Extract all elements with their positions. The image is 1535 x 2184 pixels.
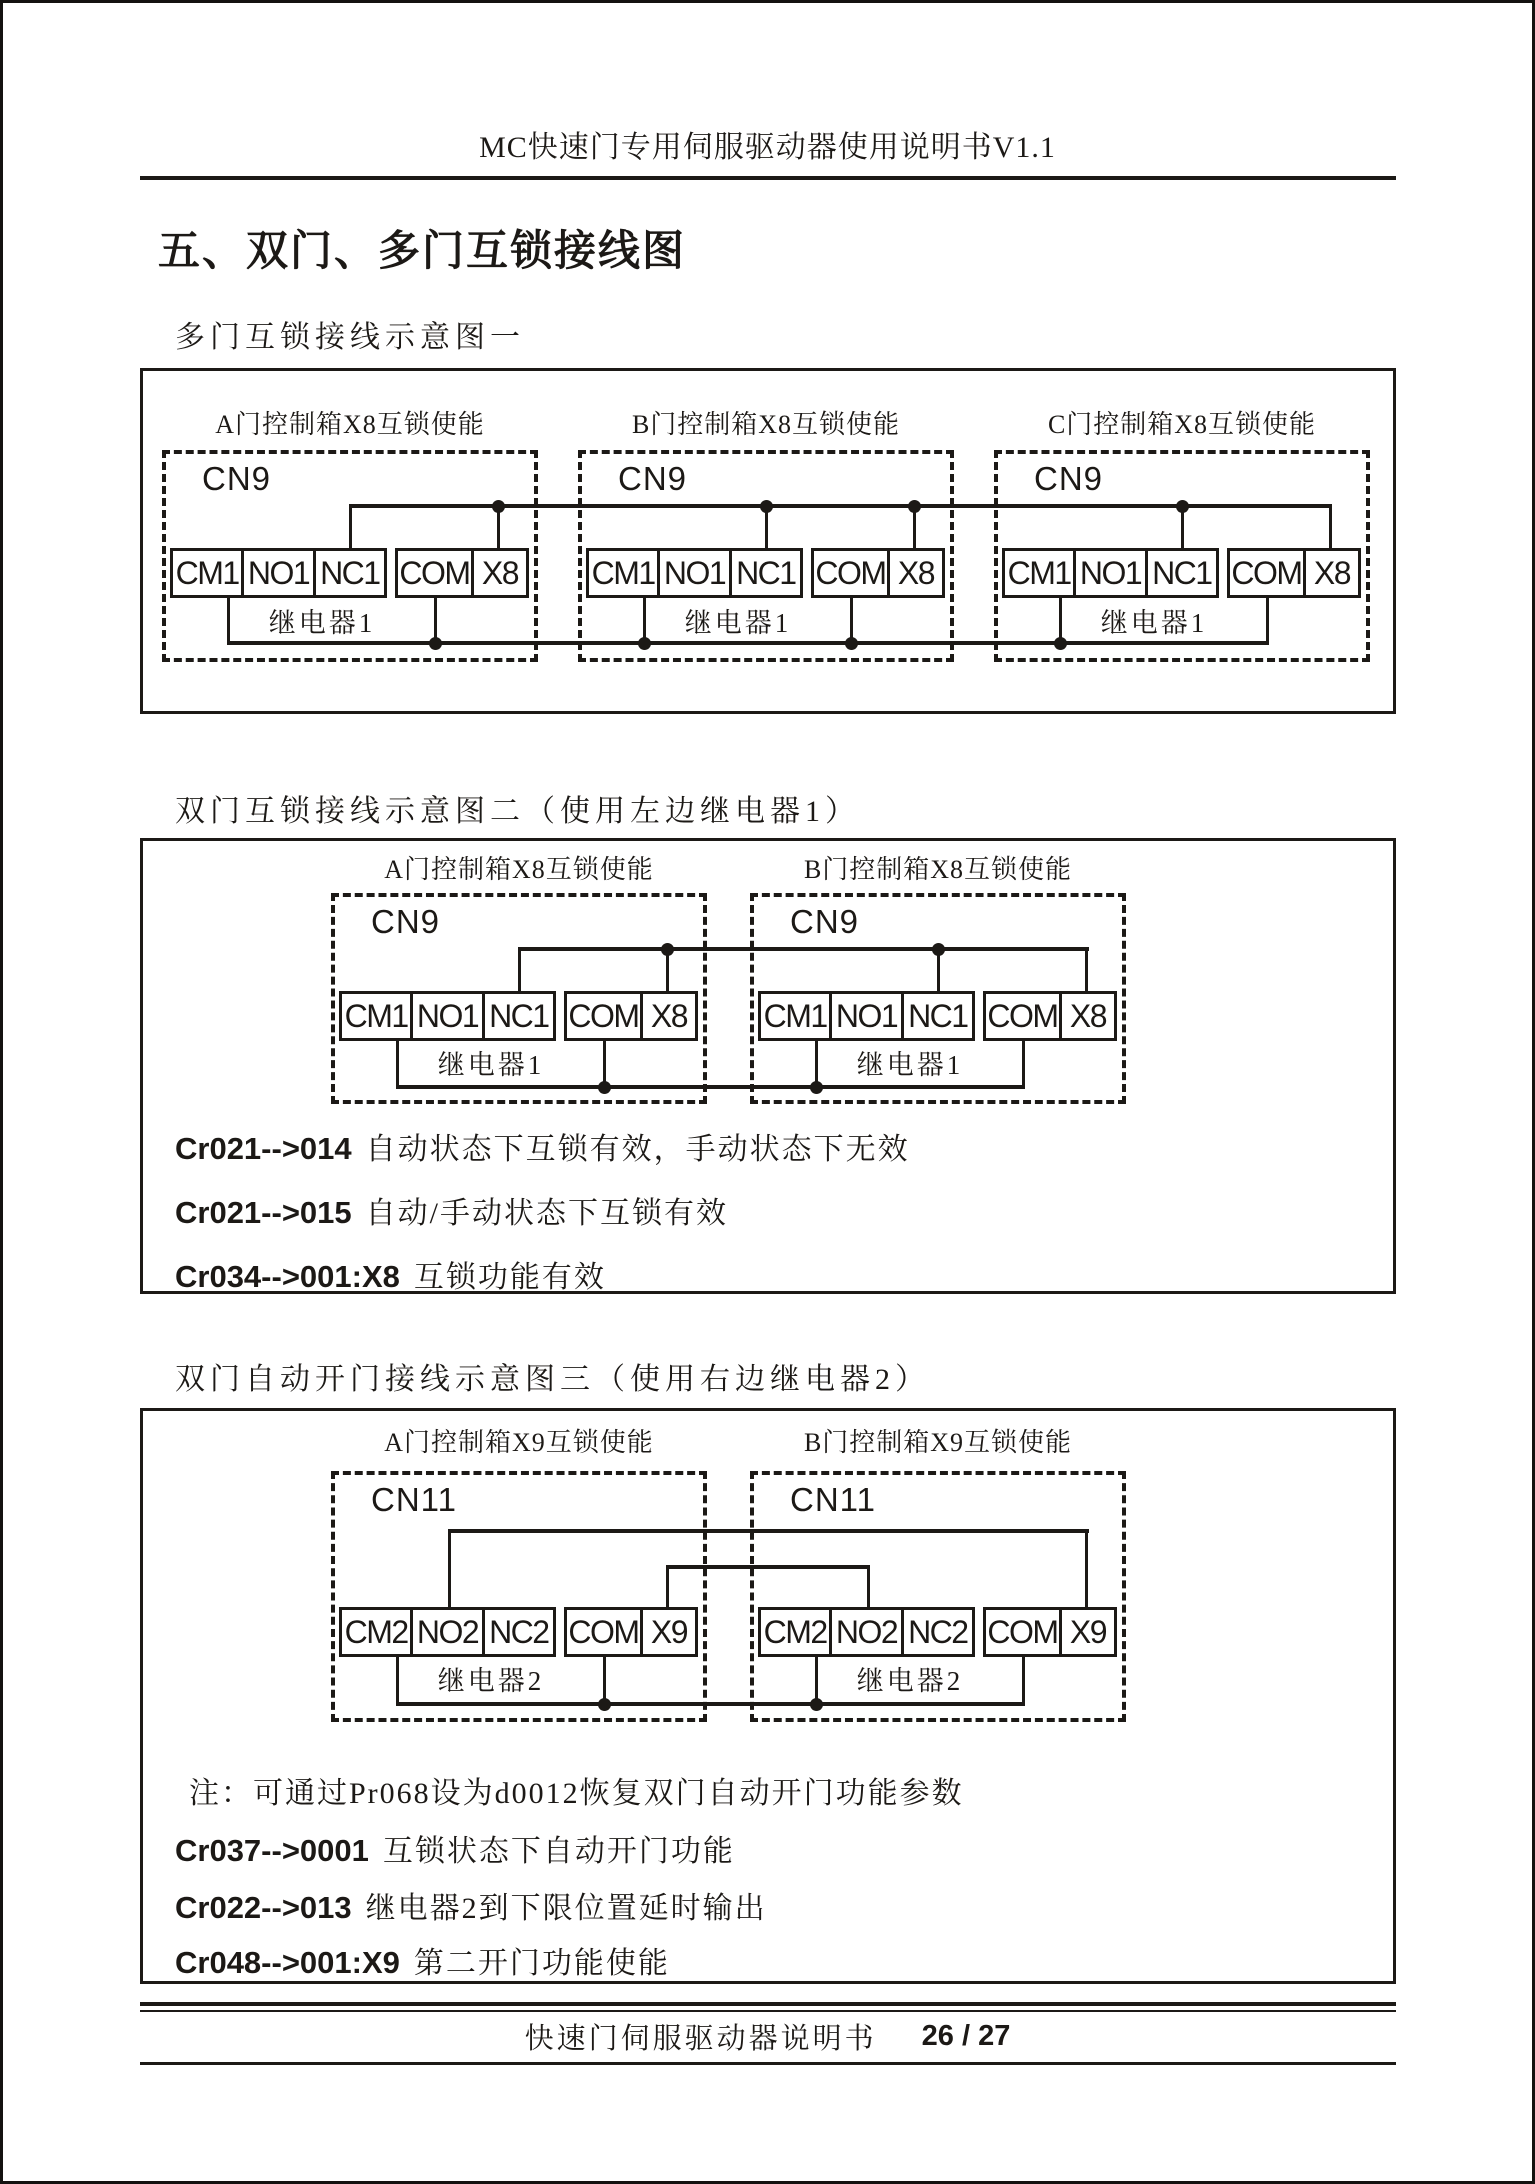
junction-dot [908, 500, 921, 513]
terminal-cell: NO2 [413, 1610, 484, 1654]
terminal-cell: COM [986, 1610, 1062, 1654]
terminal-cell: NO1 [660, 551, 731, 595]
terminal-cell: NC1 [320, 554, 380, 591]
wire-drop [1329, 504, 1332, 550]
terminal-cell: X8 [1069, 997, 1107, 1034]
document-title: MC快速门专用伺服驱动器使用说明书V1.1 [479, 131, 1056, 164]
footer-rule-thin [140, 2010, 1396, 2012]
junction-dot [1176, 500, 1189, 513]
terminal-strip-relay-c [1002, 548, 1219, 598]
parameter-note [175, 1938, 670, 1982]
footer-page-number: 26 / 27 [921, 2019, 1011, 2052]
terminal-cell: CM1 [761, 994, 832, 1038]
parameter-note [175, 1768, 964, 1812]
connector-label-cn9-a: CN9 [202, 460, 272, 497]
terminal-strip-relay-b [758, 1607, 975, 1657]
unit-b-label: B门控制箱X9互锁使能 [803, 1428, 1073, 1457]
wire-drop [1085, 1529, 1088, 1609]
junction-dot [760, 500, 773, 513]
junction-dot [932, 943, 945, 956]
terminal-strip-input-b [983, 991, 1117, 1041]
terminal-strip-input-a [395, 548, 529, 598]
footer-rule-top [140, 2002, 1396, 2006]
terminal-strip-input-b [983, 1607, 1117, 1657]
footer-row [0, 2016, 1535, 2056]
wire-bottom-bus [227, 641, 1268, 645]
diagram2-caption: 双门互锁接线示意图二（使用左边继电器1） [175, 795, 860, 828]
terminal-cell: NO1 [832, 994, 903, 1038]
junction-dot [598, 1698, 611, 1711]
connector-label-cn9-c: CN9 [1034, 460, 1104, 497]
terminal-cell: NO2 [832, 1610, 903, 1654]
parameter-code: Cr034-->001:X8 [175, 1259, 400, 1294]
terminal-strip-relay-b [586, 548, 803, 598]
parameter-desc: 第二开门功能使能 [413, 1947, 670, 1980]
wire-cross-lower [667, 1565, 870, 1569]
relay-label-a: 继电器1 [437, 1050, 545, 1080]
wire-cross-upper [449, 1529, 1089, 1533]
terminal-strip-relay-a [339, 991, 556, 1041]
terminal-cell: X9 [1069, 1613, 1107, 1650]
relay-label-a: 继电器1 [268, 608, 376, 638]
wire-drop [349, 504, 352, 550]
connector-label-cn11-a: CN11 [371, 1481, 457, 1518]
wire-drop [518, 947, 521, 993]
terminal-cell: NO1 [1076, 551, 1147, 595]
terminal-cell: COM [567, 1610, 643, 1654]
unit-a-label: A门控制箱X9互锁使能 [384, 1428, 654, 1457]
parameter-desc: 注：可通过Pr068设为d0012恢复双门自动开门功能参数 [189, 1777, 964, 1810]
wire-drop [603, 1654, 606, 1704]
parameter-note [175, 1124, 910, 1168]
wire-drop [227, 595, 230, 645]
terminal-cell: X8 [897, 554, 935, 591]
terminal-cell: NC1 [489, 997, 549, 1034]
unit-c-label: C门控制箱X8互锁使能 [1047, 410, 1317, 439]
connector-label-cn11-b: CN11 [790, 1481, 876, 1518]
parameter-note [175, 1883, 767, 1927]
terminal-cell: CM1 [1005, 551, 1076, 595]
terminal-cell: COM [567, 994, 643, 1038]
parameter-code: Cr037-->0001 [175, 1833, 369, 1868]
parameter-note [175, 1188, 728, 1232]
unit-a-label: A门控制箱X8互锁使能 [384, 855, 654, 884]
unit-b-label: B门控制箱X8互锁使能 [631, 410, 901, 439]
terminal-cell: NC2 [489, 1613, 549, 1650]
parameter-code: Cr048-->001:X9 [175, 1945, 400, 1980]
wire-top-bus [519, 947, 1089, 951]
wire-drop [1085, 947, 1088, 993]
wire-drop [815, 1654, 818, 1704]
terminal-cell: NC2 [908, 1613, 968, 1650]
parameter-desc: 互锁状态下自动开门功能 [382, 1835, 735, 1868]
junction-dot [810, 1698, 823, 1711]
parameter-code: Cr021-->014 [175, 1131, 352, 1166]
terminal-strip-input-a [564, 1607, 698, 1657]
relay-label-a: 继电器2 [437, 1666, 545, 1696]
parameter-desc: 自动/手动状态下互锁有效 [365, 1197, 728, 1230]
connector-label-cn9-a: CN9 [371, 903, 441, 940]
terminal-cell: X9 [650, 1613, 688, 1650]
terminal-cell: COM [814, 551, 890, 595]
unit-a-label: A门控制箱X8互锁使能 [215, 410, 485, 439]
terminal-strip-input-b [811, 548, 945, 598]
terminal-cell: CM1 [173, 551, 244, 595]
junction-dot [845, 637, 858, 650]
connector-label-cn9-b: CN9 [790, 903, 860, 940]
relay-label-b: 继电器1 [684, 608, 792, 638]
junction-dot [1054, 637, 1067, 650]
terminal-cell: NC1 [908, 997, 968, 1034]
header-rule [140, 176, 1396, 180]
terminal-cell: NO1 [244, 551, 315, 595]
parameter-desc: 互锁功能有效 [413, 1261, 606, 1294]
relay-label-c: 继电器1 [1100, 608, 1208, 638]
terminal-strip-relay-b [758, 991, 975, 1041]
terminal-cell: COM [398, 551, 474, 595]
wire-bottom-bus [396, 1085, 1025, 1089]
wire-drop [396, 1654, 399, 1704]
wire-drop [666, 1565, 669, 1609]
diagram3-caption: 双门自动开门接线示意图三（使用右边继电器2） [175, 1363, 930, 1396]
terminal-strip-input-a [564, 991, 698, 1041]
junction-dot [598, 1081, 611, 1094]
connector-label-cn9-b: CN9 [618, 460, 688, 497]
wire-drop [1022, 1038, 1025, 1088]
junction-dot [810, 1081, 823, 1094]
parameter-desc: 继电器2到下限位置延时输出 [365, 1892, 767, 1925]
terminal-cell: COM [986, 994, 1062, 1038]
parameter-note [175, 1252, 606, 1296]
diagram1-caption: 多门互锁接线示意图一 [175, 321, 525, 354]
terminal-strip-relay-a [339, 1607, 556, 1657]
terminal-cell: CM1 [589, 551, 660, 595]
terminal-cell: NC1 [736, 554, 796, 591]
wire-drop [448, 1529, 451, 1609]
terminal-strip-input-c [1227, 548, 1361, 598]
wire-drop [1266, 595, 1269, 645]
parameter-code: Cr021-->015 [175, 1195, 352, 1230]
footer-doc-name: 快速门伺服驱动器说明书 [524, 2022, 877, 2055]
wire-drop [867, 1565, 870, 1609]
parameter-desc: 自动状态下互锁有效，手动状态下无效 [365, 1133, 910, 1166]
relay-label-b: 继电器1 [856, 1050, 964, 1080]
junction-dot [661, 943, 674, 956]
terminal-cell: X8 [650, 997, 688, 1034]
terminal-cell: X8 [481, 554, 519, 591]
terminal-cell: COM [1230, 551, 1306, 595]
parameter-code: Cr022-->013 [175, 1890, 352, 1925]
footer-rule-bottom [140, 2062, 1396, 2065]
parameter-note [175, 1826, 735, 1870]
terminal-cell: CM2 [342, 1610, 413, 1654]
junction-dot [429, 637, 442, 650]
terminal-cell: NC1 [1152, 554, 1212, 591]
page-title: 五、双门、多门互锁接线图 [158, 229, 687, 275]
terminal-strip-relay-a [170, 548, 387, 598]
wire-bottom-bus [396, 1702, 1025, 1706]
terminal-cell: CM1 [342, 994, 413, 1038]
unit-b-label: B门控制箱X8互锁使能 [803, 855, 1073, 884]
terminal-cell: CM2 [761, 1610, 832, 1654]
relay-label-b: 继电器2 [856, 1666, 964, 1696]
terminal-cell: X8 [1313, 554, 1351, 591]
junction-dot [492, 500, 505, 513]
junction-dot [638, 637, 651, 650]
terminal-cell: NO1 [413, 994, 484, 1038]
wire-drop [1022, 1654, 1025, 1704]
wire-drop [396, 1038, 399, 1088]
